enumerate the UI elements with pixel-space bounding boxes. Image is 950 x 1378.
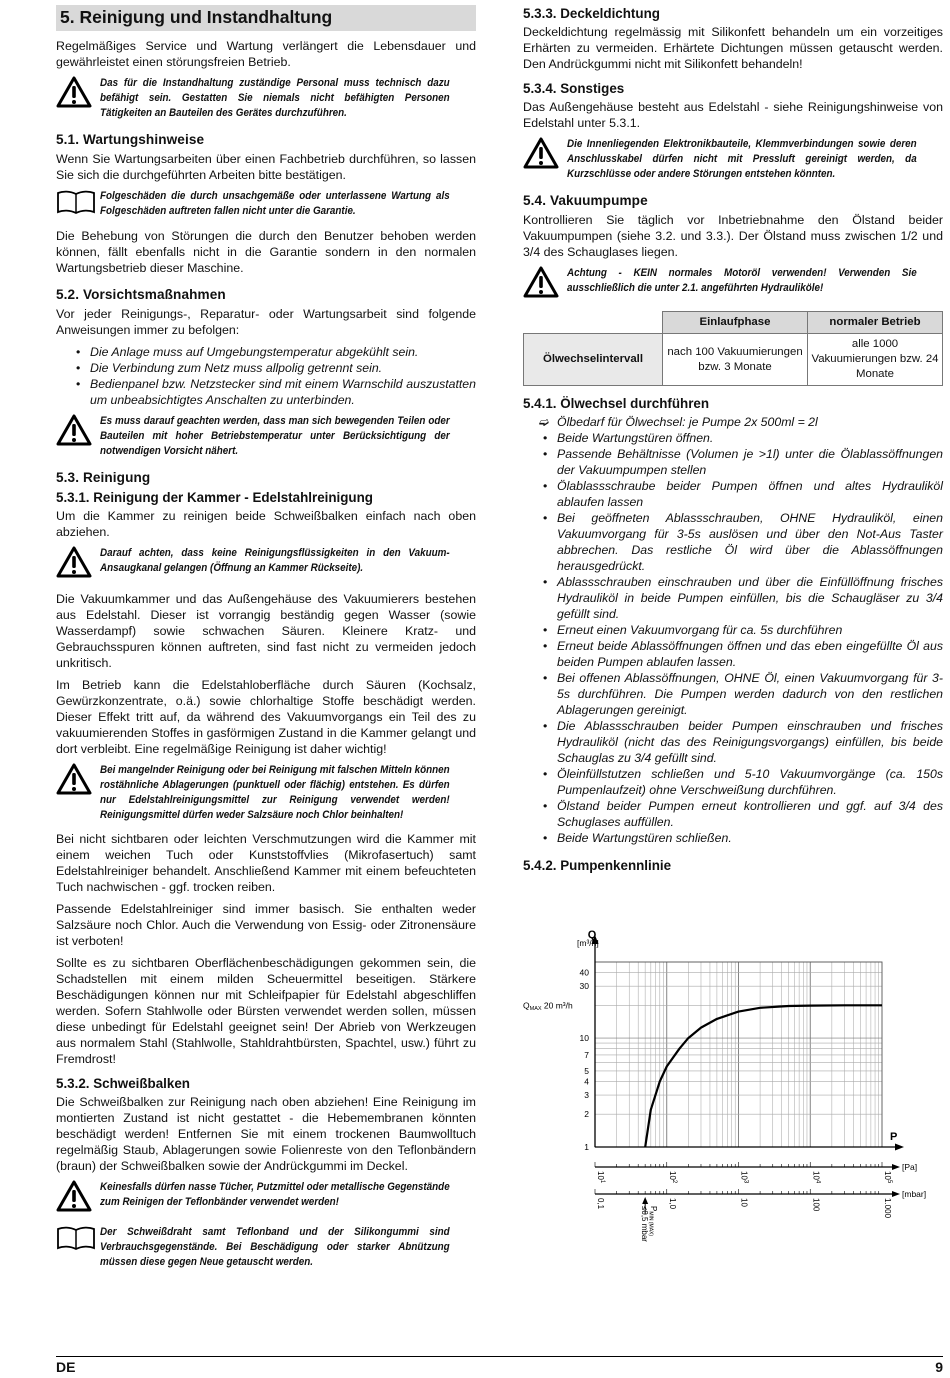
paragraph: Vor jeder Reinigungs-, Reparatur- oder Wartungsarbeit sind folgende Anweisungen immer zu befolgen: [56, 307, 476, 337]
paragraph: Bei nicht sichtbaren oder leichten Verschmutzungen wird die Kammer mit einem weichen Tuch oder Kunststoffvlies (Mikrofasertuch) samt Edelstahlreiniger behandelt. Anschließend Kammer mit einem befeuchteten Tuch nachwischen - ggf. trocken reiben. [56, 832, 476, 894]
pa-tick-label: $10^1$ [596, 1171, 605, 1184]
paragraph: Deckeldichtung regelmässig mit Silikonfett behandeln um ein vorzeitiges Erhärten zu vermeiden. Erhärtete Dichtungen müssen getauscht werden. Den Andrückgummi nicht mit Silikonfett behandeln! [523, 25, 943, 71]
paragraph: Passende Edelstahlreiniger sind immer basisch. Sie enthalten weder Salzsäure noch Chlor. Auch die Verwendung von Essig- oder Zitronensäure ist verboten! [56, 902, 476, 948]
oil-change-table [523, 311, 943, 386]
mbar-tick-label: 1,0 [667, 1198, 677, 1210]
warning-note [56, 1180, 476, 1217]
table-header: Einlaufphase [663, 312, 808, 334]
precaution-list [56, 344, 476, 408]
pa-tick-label: $10^2$ [667, 1171, 677, 1184]
section-title: 5.4. Vakuumpumpe [523, 193, 648, 208]
warning-icon [56, 76, 100, 113]
subsection-title: 5.3.1. Reinigung der Kammer - Edelstahlreinigung [56, 490, 373, 505]
subsection-title: 5.3.4. Sonstiges [523, 81, 625, 96]
table-cell: nach 100 Vakuumierungen bzw. 3 Monate [663, 334, 808, 386]
oil-change-steps [523, 414, 943, 846]
intro-paragraph: Regelmäßiges Service und Wartung verlängert die Lebensdauer und gewährleistet einen störungsfreien Betrieb. [56, 39, 476, 69]
pa-scale-arrow [892, 1164, 900, 1170]
warning-text: Darauf achten, dass keine Reinigungsflüssigkeiten in den Vakuum-Ansaugkanal gelangen (Öffnung an Kammer Rückseite). [100, 547, 450, 574]
pump-curve-chart [520, 922, 940, 1262]
warning-icon [523, 137, 567, 174]
page-number: 9 [935, 1359, 943, 1375]
warning-note [56, 763, 476, 823]
section-title: 5.2. Vorsichtsmaßnahmen [56, 287, 226, 302]
x-axis-arrow [895, 1144, 904, 1151]
y-tick-label: 1 [584, 1142, 589, 1152]
list-item: • Erneut einen Vakuumvorgang für ca. 5s durchführen [523, 622, 943, 638]
list-item: • Bei geöffneten Ablassschrauben, OHNE Hydrauliköl, einen Vakuumvorgang für 3-5s auslösen und über den Not-Aus Taster abbrechen. Das restliche Öl wird über die Ablassöffnungen herausgedrückt. [523, 510, 943, 574]
mbar-tick-label: 100 [811, 1198, 821, 1212]
mbar-unit: [mbar] [902, 1189, 927, 1199]
subsection-title: 5.4.1. Ölwechsel durchführen [523, 396, 710, 411]
mbar-tick-label: 10 [739, 1198, 749, 1207]
y-axis-label: Q [587, 929, 597, 941]
subsection-title: 5.3.2. Schweißbalken [56, 1076, 190, 1091]
list-item: • Ölstand beider Pumpen erneut kontrollieren und ggf. auf 3/4 des Schuglases auffüllen. [523, 798, 943, 830]
warning-note [56, 414, 476, 459]
warning-icon [56, 546, 100, 583]
page-footer [56, 1356, 943, 1375]
list-item: • Die Anlage muss auf Umgebungstemperatur abgekühlt sein. [56, 344, 476, 360]
list-item: • Bedienpanel bzw. Netzstecker sind mit einem Warnschild auszustatten um unbeabsichtigtes Anschalten zu unterbinden. [56, 376, 476, 408]
paragraph: Sollte es zu sichtbaren Oberflächenbeschädigungen gekommen sein, die Schadstellen mit einem milden Scheuermittel beseitigen. Stärkere Beschädigungen können nur mit Schleifpapier für Edelstahl abgeschliffen werden. Sofern Stahlwolle oder Bürsten verwendet werden sollen, müssen diese unbedingt für Edelstahl geeignet sein! Der Abrieb von Werkzeugen aus normalem Stahl (Stahlwolle, Stahldrahtbürsten, Spachtel, usw.) führt zu Fremdrost! [56, 956, 476, 1066]
warning-text: Es muss darauf geachten werden, dass man sich bewegenden Teilen oder Bauteilen mit hoher Betriebstemperatur unter Berücksichtigung der notwendigen Vorsicht nähert. [100, 415, 450, 457]
warning-text: Achtung - KEIN normales Motoröl verwenden! Verwenden Sie ausschließlich die unter 2.1. angeführten Hydrauliköle! [567, 267, 917, 294]
list-item: • Bei offenen Ablassöffnungen, OHNE Öl, einen Vakuumvorgang für 3-5s durchführen. Die Pumpen werden dadurch von den restlichen Ablagerungen gereinigt. [523, 670, 943, 718]
book-icon [56, 189, 100, 220]
list-item: • Beide Wartungstüren öffnen. [523, 430, 943, 446]
pmin-label: PMIN (MAX) [647, 1206, 659, 1237]
y-tick-label: 7 [584, 1049, 589, 1060]
pa-unit: [Pa] [902, 1162, 918, 1172]
mbar-scale-arrow [892, 1191, 900, 1197]
warning-note [56, 76, 476, 121]
x-axis-label: P [890, 1131, 898, 1143]
chapter-title: 5. Reinigung und Instandhaltung [56, 5, 476, 31]
warning-icon [56, 414, 100, 451]
paragraph: Die Vakuumkammer und das Außengehäuse des Vakuumierers bestehen aus Edelstahl. Dieser ist vorrangig beständig gegen Wasser (sowie Wasserdampf) sowie schwachen Säuren. Kleinere Kratz- und Gebrauchsspuren können auftreten, sind fast nicht zu vermeiden jedoch unkritisch. [56, 592, 476, 670]
subsection-title: 5.3.3. Deckeldichtung [523, 6, 660, 21]
paragraph: Wenn Sie Wartungsarbeiten über einen Fachbetrieb durchführen, so lassen Sie sich die durchgeführten Arbeiten bitte bestätigen. [56, 152, 476, 182]
y-tick-label: 2 [584, 1109, 589, 1120]
pmin-value: ≤0,5 mbar [640, 1206, 650, 1242]
language-code: DE [56, 1359, 76, 1375]
y-axis-unit: [m³/h] [577, 938, 599, 948]
y-tick-label: 5 [584, 1065, 589, 1076]
warning-text: Keinesfalls dürfen nasse Tücher, Putzmittel oder metallische Gegenstände zum Reinigen der Teflonbänder verwendet werden! [100, 1181, 450, 1208]
info-text: Der Schweißdraht samt Teflonband und der Silikongummi sind Verbrauchsgegenstände. Bei Beschädigung oder starker Abnützung müssen diese gegen Neue getauscht werden. [100, 1226, 450, 1268]
pmin-arrow-head [642, 1197, 648, 1204]
warning-text: Das für die Instandhaltung zuständige Personal muss technisch dazu befähigt sein. Gestatten Sie niemals nicht befähigten Personen Tätigkeiten an Bauteilen des Gerätes durchzuführen. [100, 77, 450, 119]
warning-icon [56, 763, 100, 800]
left-column [56, 5, 476, 1278]
warning-text: Die Innenliegenden Elektronikbauteile, Klemmverbindungen sowie deren Anschlusskabel dürfen nicht mit Pressluft gereinigt werden, da Kurzschlüsse oder andere Störungen entstehen könnten. [567, 138, 917, 180]
paragraph: Um die Kammer zu reinigen beide Schweißbalken einfach nach oben abziehen. [56, 509, 476, 539]
warning-note [523, 137, 943, 182]
warning-note [56, 546, 476, 583]
info-note [56, 189, 476, 220]
warning-icon [56, 1180, 100, 1217]
qmax-label: QMAX 20 m³/h [523, 1000, 573, 1012]
right-column [523, 5, 943, 876]
warning-text: Bei mangelnder Reinigung oder bei Reinigung mit falschen Mitteln können rostähnliche Ablagerungen (punktuell oder flächig) entstehen. Es dürfen nur Edelstahlreinigungsmittel zur Reinigung verwendet werden! Reinigungsmittel dürfen weder Salzsäure noch Chlor beinhalten! [100, 764, 450, 821]
pa-tick-label: $10^5$ [883, 1171, 892, 1184]
list-item: ➫ Ölbedarf für Ölwechsel: je Pumpe 2x 500ml = 2l [523, 414, 943, 430]
y-tick-label: 30 [579, 981, 589, 992]
paragraph: Die Behebung von Störungen die durch den Benutzer behoben werden können, fällt ebenfalls nicht in die Garantie sondern in den normalen Wartungsbetrieb dieser Maschine. [56, 229, 476, 275]
paragraph: Das Außengehäuse besteht aus Edelstahl - siehe Reinigungshinweise von Edelstahl unter 5.3.1. [523, 100, 943, 130]
info-text: Folgeschäden die durch unsachgemäße oder unterlassene Wartung als Folgeschäden auftreten fallen nicht unter die Garantie. [100, 190, 450, 217]
paragraph: Im Betrieb kann die Edelstahloberfläche durch Säuren (Kochsalz, Gewürzkonzentrate, o.ä.) sowie chlorhaltige Stoffe beschädigt werden. Dieser Effekt tritt auf, da während des Vakuumvorgangs ein Teil des zu vakuumierenden Stoffes in gasförmigen Zustand in die Kammer gelangt und dort verbleibt. Eine regelmäßige Reinigung ist daher wichtig! [56, 678, 476, 756]
y-tick-label: 3 [584, 1090, 589, 1101]
list-item: • Erneut beide Ablassöffnungen öffnen und das eben eingefüllte Öl aus beiden Pumpen ablaufen lassen. [523, 638, 943, 670]
subsection-title: 5.4.2. Pumpenkennlinie [523, 858, 672, 873]
pump-curve [645, 1005, 882, 1147]
pa-tick-label: $10^3$ [739, 1171, 749, 1184]
list-item: • Ölablassschraube beider Pumpen öffnen und altes Hydrauliköl ablaufen lassen [523, 478, 943, 510]
paragraph: Kontrollieren Sie täglich vor Inbetriebnahme den Ölstand beider Vakuumpumpen (siehe 3.2. und 3.3.). Der Ölstand muss zwischen 1/2 und 3/4 des Schauglases liegen. [523, 213, 943, 259]
paragraph: Die Schweißbalken zur Reinigung nach oben abziehen! Eine Reinigung im montierten Zustand ist nicht gestattet - die Hebemembranen könnten beschädigt werden! Entfernen Sie mit einem trockenen Baumwolltuch regelmäßig Staub, Ablagerungen sowie Folienreste von den Teflonbändern (braun) der Schweißbalken sowie der Andrückgummi im Deckel. [56, 1095, 476, 1173]
list-item: • Die Verbindung zum Netz muss allpolig getrennt sein. [56, 360, 476, 376]
table-cell: alle 1000 Vakuumierungen bzw. 24 Monate [808, 334, 943, 386]
info-note [56, 1225, 476, 1270]
mbar-tick-label: 1.000 [883, 1198, 892, 1219]
y-tick-label: 4 [584, 1076, 589, 1087]
list-item: • Beide Wartungstüren schließen. [523, 830, 943, 846]
list-item: • Die Ablassschrauben beider Pumpen einschrauben und frisches Hydrauliköl (nicht das des Reinigungsvorgangs) einfüllen, bis beide Schauglas zu 3/4 gefüllt sind. [523, 718, 943, 766]
section-title: 5.3. Reinigung [56, 470, 151, 485]
book-icon [56, 1225, 100, 1256]
section-title: 5.1. Wartungshinweise [56, 132, 205, 147]
table-row-label: Ölwechselintervall [524, 334, 663, 386]
pa-tick-label: $10^4$ [811, 1171, 821, 1184]
warning-note [523, 266, 943, 303]
mbar-tick-label: 0,1 [596, 1198, 605, 1210]
list-item: • Passende Behältnisse (Volumen je >1l) unter die Ölablassöffnungen der Vakuumpumpen stellen [523, 446, 943, 478]
warning-icon [523, 266, 567, 303]
list-item: • Öleinfüllstutzen schließen und 5-10 Vakuumvorgänge (ca. 150s Pumpenlaufzeit) ohne Verschweißung durchführen. [523, 766, 943, 798]
y-tick-label: 40 [579, 967, 589, 978]
y-tick-label: 10 [579, 1033, 589, 1044]
list-item: • Ablassschrauben einschrauben und über die Einfüllöffnung frisches Hydrauliköl in beide Pumpen einfüllen, bis die Schaugläser zu 3/4 gefüllt sind. [523, 574, 943, 622]
table-header: normaler Betrieb [808, 312, 943, 334]
